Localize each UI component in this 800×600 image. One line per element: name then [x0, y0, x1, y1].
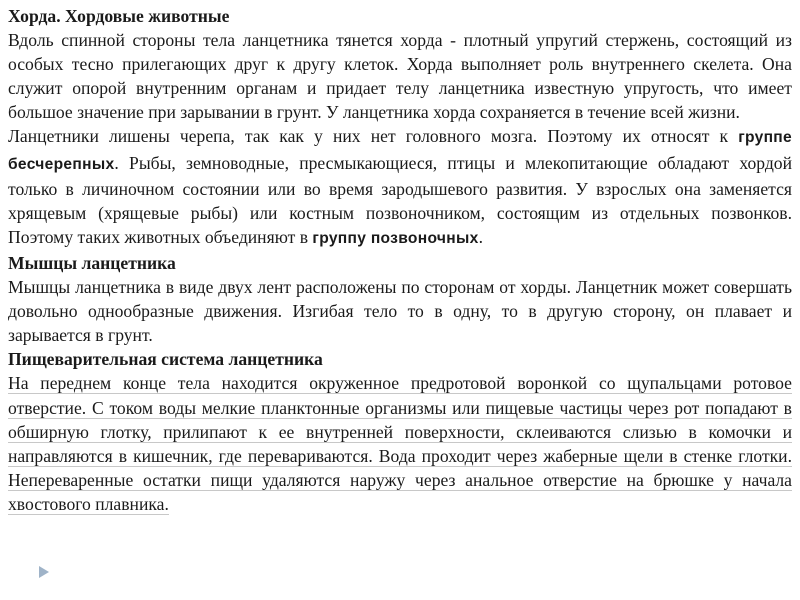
text-content	[8, 4, 792, 516]
paragraph-chord: Вдоль спинной стороны тела ланцетника тянется хорда - плотный упругий стержень, состоящий из особых тесно прилегающих друг к другу клеток. Хорда выполняет роль внутреннего скелета. Она служит опорой внутренним органам и придает телу ланцетника известную упругость, что имеет большое значение при зарывании в грунт. У ланцетника хорда сохраняется в течение всей жизни.	[8, 30, 792, 123]
paragraph-muscles: Мышцы ланцетника в виде двух лент расположены по сторонам от хорды. Ланцетник может совершать довольно однообразные движения. Изгибая тело то в одну, то в другую сторону, он плавает и зарывается в грунт.	[8, 277, 792, 346]
term-vertebrates: группу позвоночных	[312, 229, 479, 247]
paragraph-digestive-text: На переднем конце тела находится окруженное предротовой воронкой со щупальцами ротовое отверстие. С током воды мелкие планктонные организмы или пищевые частицы через рот попадают в обширную глотку, прилипают к ее внутренней поверхности, склеиваются слизью в комочки и направляются в кишечник, где перевариваются. Вода проходит через жаберные щели в стенке глотки. Непереваренные остатки пищи удаляются наружу через анальное отверстие на брюшке у начала хвостового плавника.	[8, 373, 792, 514]
paragraph-skull-text-1: Ланцетники лишены черепа, так как у них нет головного мозга. Поэтому их относят к	[8, 126, 739, 147]
paragraph-skull	[8, 124, 792, 250]
paragraph-digestive	[8, 371, 792, 516]
paragraph-skull-text-2: . Рыбы, земноводные, пресмыкающиеся, птицы и млекопитающие обладают хордой только в личиночном состоянии или во время зародышевого развития. У взрослых она заменяется хрящевым (хрящевые рыбы) или костным позвоночником, состоящим из отдельных позвонков. Поэтому таких животных объединяют в	[8, 152, 792, 247]
section-title-chord: Хорда. Хордовые животные	[8, 6, 230, 26]
paragraph-skull-text-3: .	[478, 226, 483, 247]
term-acrania: группе бесчерепных	[8, 129, 792, 173]
triangle-right-icon[interactable]	[39, 566, 49, 578]
section-title-muscles: Мышцы ланцетника	[8, 252, 176, 273]
section-title-digestive: Пищеварительная система ланцетника	[8, 349, 323, 370]
